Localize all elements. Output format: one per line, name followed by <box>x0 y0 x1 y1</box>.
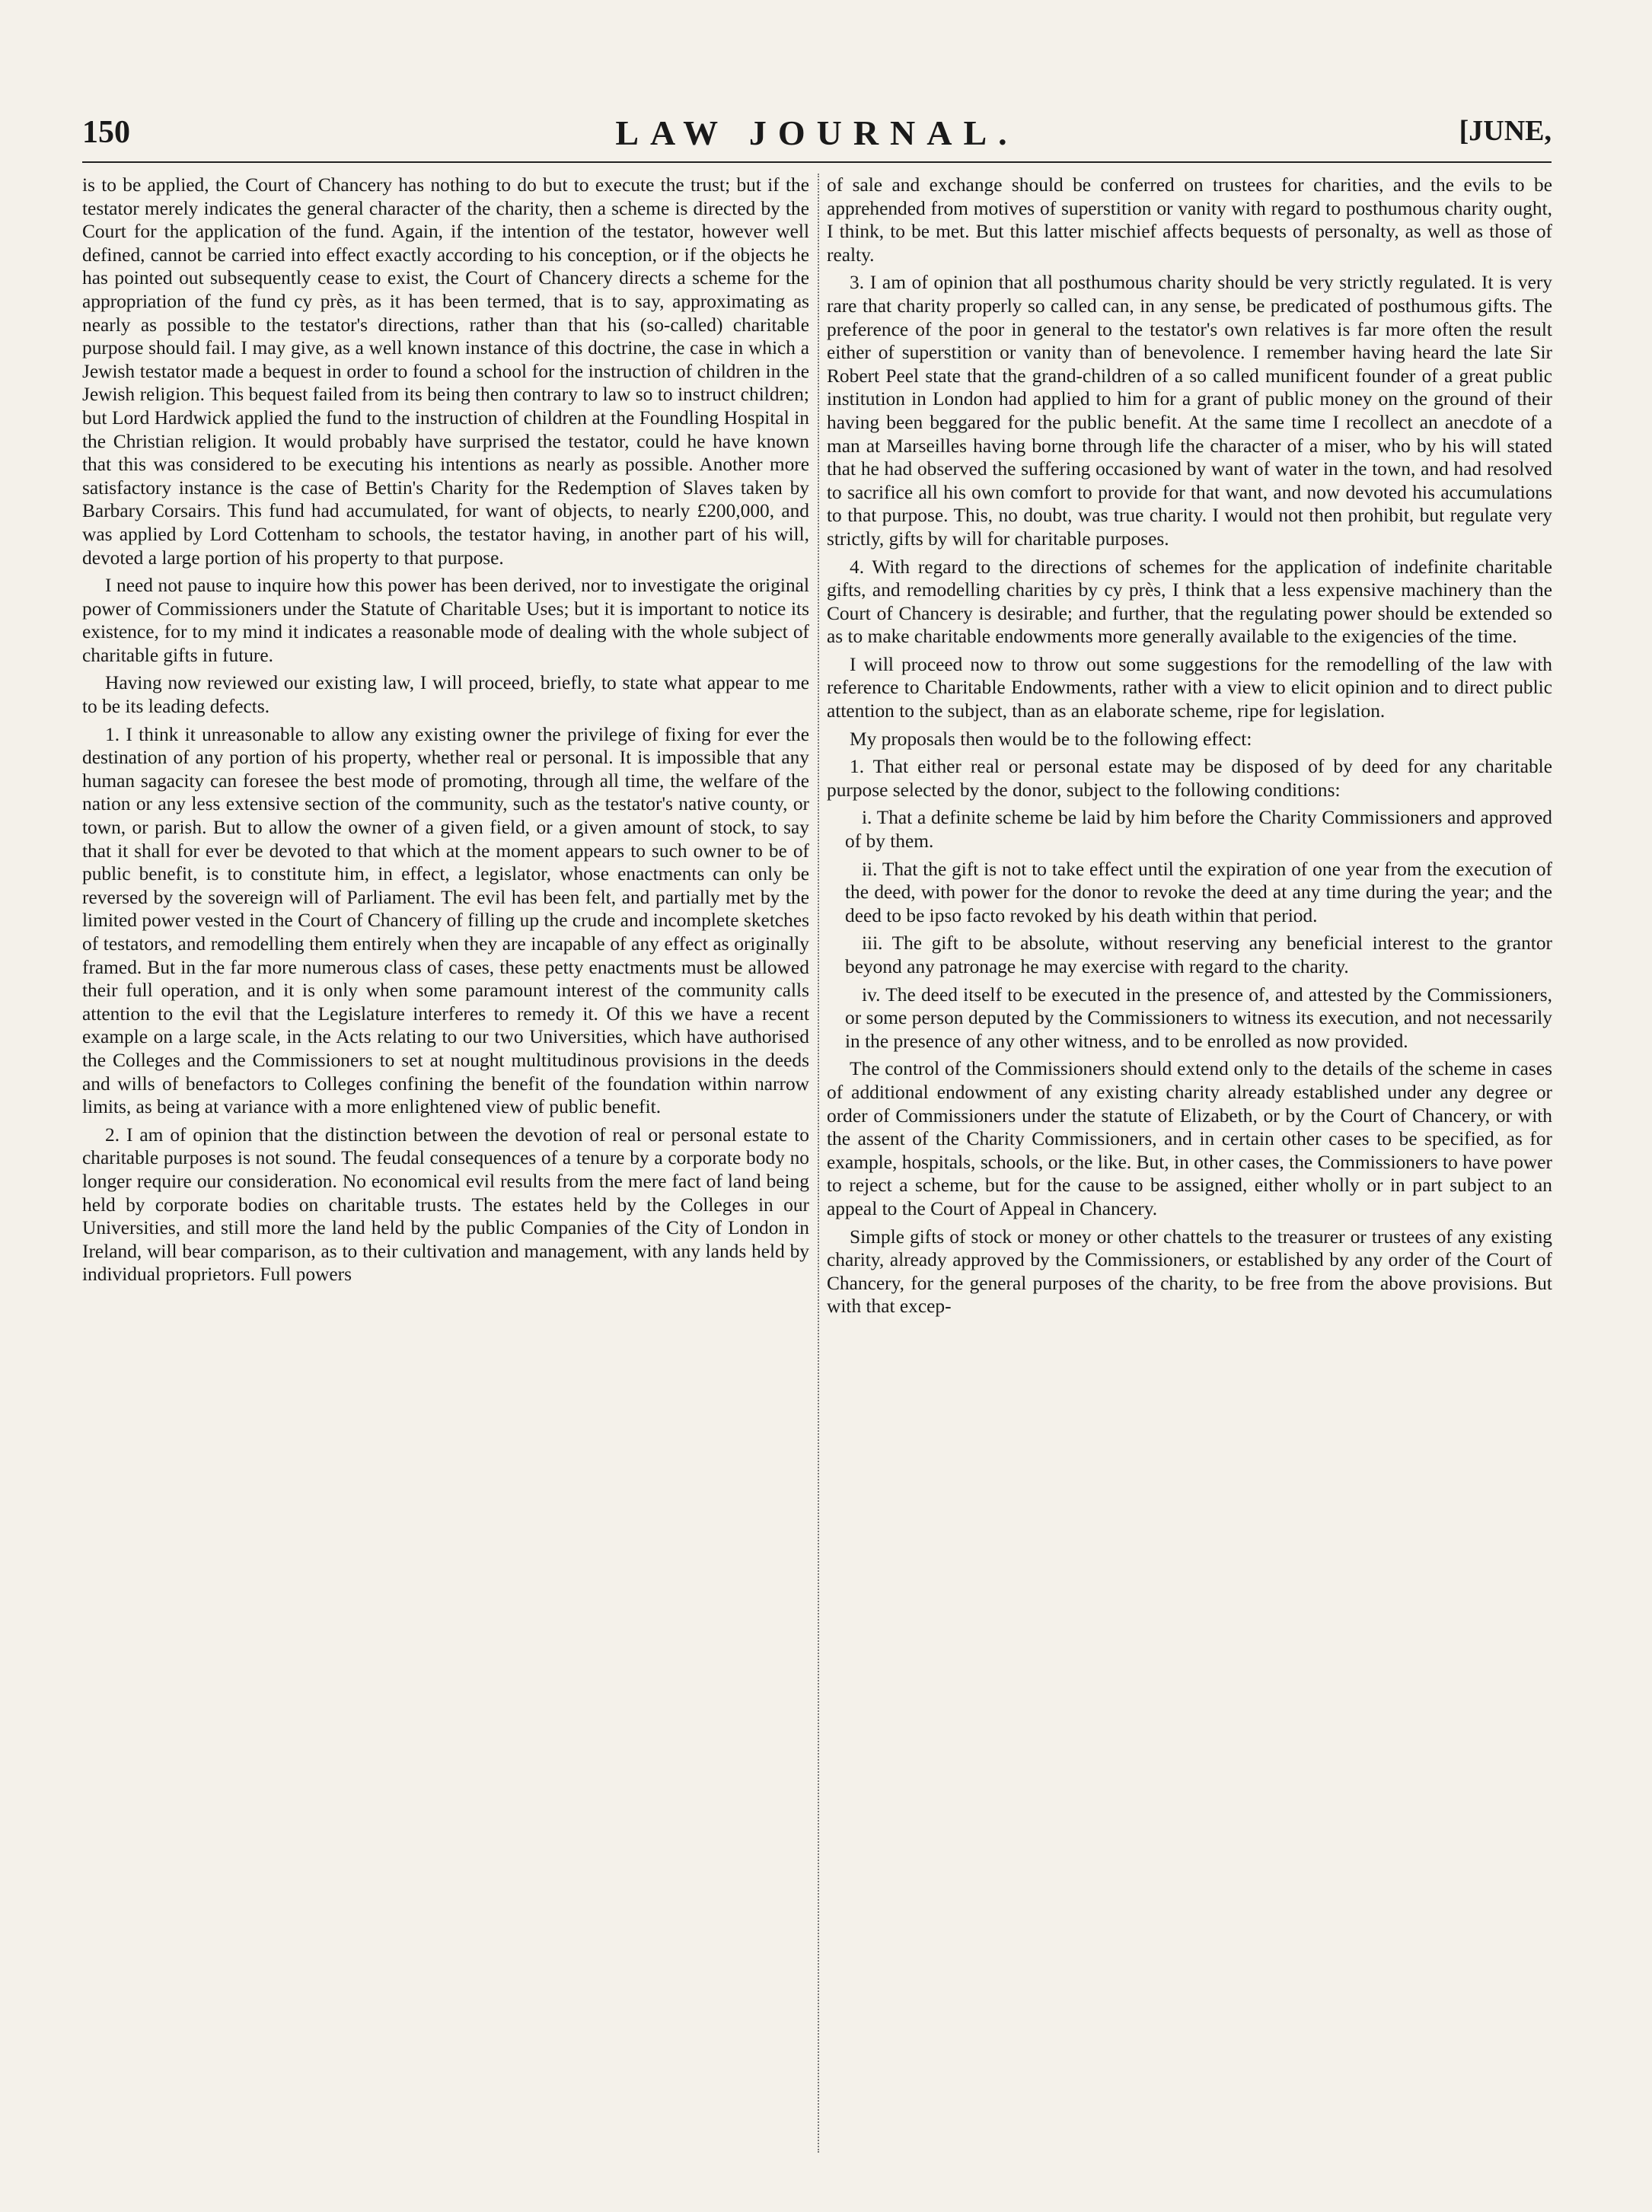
paragraph: 2. I am of opinion that the distinction between the devotion of real or personal estate to charitable purposes is not sound. The feudal consequences of a tenure by a corporate body no longer require our consideration. No economical evil results from the mere fact of land being held by corporate bodies on charitable trusts. The estates held by the Colleges in our Universities, and still more the land held by the public Companies of the City of London in Ireland, will bear comparison, as to their cultivation and management, with any lands held by individual proprietors. Full powers <box>82 1124 809 1286</box>
page-header <box>82 113 1552 158</box>
header-rule <box>82 161 1552 163</box>
paragraph: 1. That either real or personal estate may be disposed of by deed for any charitable purpose selected by the donor, subject to the following conditions: <box>827 756 1552 801</box>
list-item: iv. The deed itself to be executed in the presence of, and attested by the Commissioners, or some person deputed by the Commissioners to witness its execution, and not necessarily in the presence of any other witness, and to be enrolled as now provided. <box>845 983 1552 1052</box>
right-column <box>827 174 1552 2168</box>
paragraph: 4. With regard to the directions of schemes for the application of indefinite charitable gifts, and remodelling charities by cy près, I think that a less expensive machinery than the Court of Chancery is desirable; and further, that the regulating power should be extended so as to make charitable endowments more generally available to the exigencies of the time. <box>827 556 1552 648</box>
paragraph: My proposals then would be to the following effect: <box>850 728 1252 750</box>
paragraph: Simple gifts of stock or money or other chattels to the treasurer or trustees of any existing charity, already approved by the Commissioners, or established by any order of the Court of Chancery, for the general purposes of the charity, to be free from the above provisions. But with that excep- <box>827 1226 1552 1318</box>
issue-month: [JUNE, <box>1459 115 1552 147</box>
journal-title: LAW JOURNAL. <box>615 113 1019 152</box>
column-divider <box>818 174 819 2153</box>
list-item: i. That a definite scheme be laid by him before the Charity Commissioners and approved of by them. <box>845 807 1552 853</box>
paragraph: I need not pause to inquire how this power has been derived, nor to investigate the original power of Commissioners under the Statute of Charitable Uses; but it is important to notice its existence, for to my mind it indicates a reasonable mode of dealing with the whole subject of charitable gifts in future. <box>82 575 809 666</box>
paragraph: 3. I am of opinion that all posthumous charity should be very strictly regulated. It is very rare that charity properly so called can, in any sense, be predicated of posthumous gifts. The preference of the poor in general to the testator's own relatives is far more often the result either of superstition or vanity than of benevolence. I remember having heard the late Sir Robert Peel state that the grand-children of a so called munificent founder of a great public institution in London had applied to him for a grant of public money on the ground of their having been beggared for the public benefit. At the same time I recollect an anecdote of a man at Marseilles having borne through life the character of a miser, who by his will stated that he had observed the suffering occasioned by want of water in the town, and had resolved to sacrifice all his own comfort to provide for that want, and now devoted his accumulations to that purpose. This, no doubt, was true charity. I would not then prohibit, but regulate very strictly, gifts by will for charitable purposes. <box>827 272 1552 550</box>
paragraph: Having now reviewed our existing law, I will proceed, briefly, to state what appear to me to be its leading defects. <box>82 672 809 718</box>
left-column <box>82 174 809 2168</box>
paragraph: is to be applied, the Court of Chancery has nothing to do but to execute the trust; but if the testator merely indicates the general character of the charity, then a scheme is directed by the Court for the application of the fund. Again, if the intention of the testator, however well defined, cannot be carried into effect exactly according to his conception, or if the objects he has pointed out subsequently cease to exist, the Court of Chancery directs a scheme for the appropriation of the fund cy près, as it has been termed, that is to say, approximating as nearly as possible to the testator's directions, rather than that his (so-called) charitable purpose should fail. I may give, as a well known instance of this doctrine, the case in which a Jewish testator made a bequest in order to found a school for the instruction of children in the Jewish religion. This bequest failed from its being then contrary to law so to instruct children; but Lord Hardwick applied the fund to the instruction of children at the Foundling Hospital in the Christian religion. It would probably have surprised the testator, could he have known that this was considered to be executing his intentions as nearly as possible. Another more satisfactory instance is the case of Bettin's Charity for the Redemption of Slaves taken by Barbary Corsairs. This fund had accumulated, for want of objects, to nearly £200,000, and was applied by Lord Cottenham to schools, the testator having, in another part of his will, devoted a large portion of his property to that purpose. <box>82 174 809 569</box>
paragraph: 1. I think it unreasonable to allow any existing owner the privilege of fixing for ever the destination of any portion of his property, whether real or personal. It is impossible that any human sagacity can foresee the best mode of promoting, through all time, the welfare of the nation or any less extensive section of the community, such as the testator's native county, or town, or parish. But to allow the owner of a given field, or a given amount of stock, to say that it shall for ever be devoted to that which at the moment appears to such owner to be of public benefit, is to constitute him, in effect, a legislator, whose enactments can only be reversed by the sovereign will of Parliament. The evil has been felt, and partially met by the limited power vested in the Court of Chancery of filling up the crude and incomplete sketches of testators, and remodelling them entirely when they are incapable of any effect as originally framed. But in the far more numerous class of cases, these petty enactments must be allowed their full operation, and it is only when some paramount interest of the community calls attention to the evil that the Legislature interferes to remedy it. Of this we have a recent example on a large scale, in the Acts relating to our two Universities, which have authorised the Colleges and the Commissioners to set at nought multitudinous provisions in the deeds and wills of benefactors to Colleges confining the benefit of the foundation within narrow limits, as being at variance with a more enlightened view of public benefit. <box>82 723 809 1118</box>
paragraph: I will proceed now to throw out some suggestions for the remodelling of the law with reference to Charitable Endowments, rather with a view to elicit opinion and to direct public attention to the subject, than as an elaborate scheme, ripe for legislation. <box>827 653 1552 722</box>
list-item: iii. The gift to be absolute, without reserving any beneficial interest to the grantor beyond any patronage he may exercise with regard to the charity. <box>845 932 1552 977</box>
paragraph: The control of the Commissioners should extend only to the details of the scheme in cases of additional endowment of any existing charity already established under any degree or order of Commissioners under the statute of Elizabeth, or by the Court of Chancery, or with the assent of the Charity Commissioners, and in certain other cases to be specified, as for example, hospitals, schools, or the like. But, in other cases, the Commissioners to have power to reject a scheme, but for the cause to be assigned, either wholly or in part subject to an appeal to the Court of Appeal in Chancery. <box>827 1058 1552 1219</box>
page-number: 150 <box>82 115 130 150</box>
paragraph: of sale and exchange should be conferred on trustees for charities, and the evils to be apprehended from motives of superstition or vanity with regard to posthumous charity ought, I think, to be met. But this latter mischief affects bequests of personalty, as well as those of realty. <box>827 174 1552 266</box>
list-item: ii. That the gift is not to take effect until the expiration of one year from the execution of the deed, with power for the donor to revoke the deed at any time during the year; and the deed to be ipso facto revoked by his death within that period. <box>845 858 1552 926</box>
